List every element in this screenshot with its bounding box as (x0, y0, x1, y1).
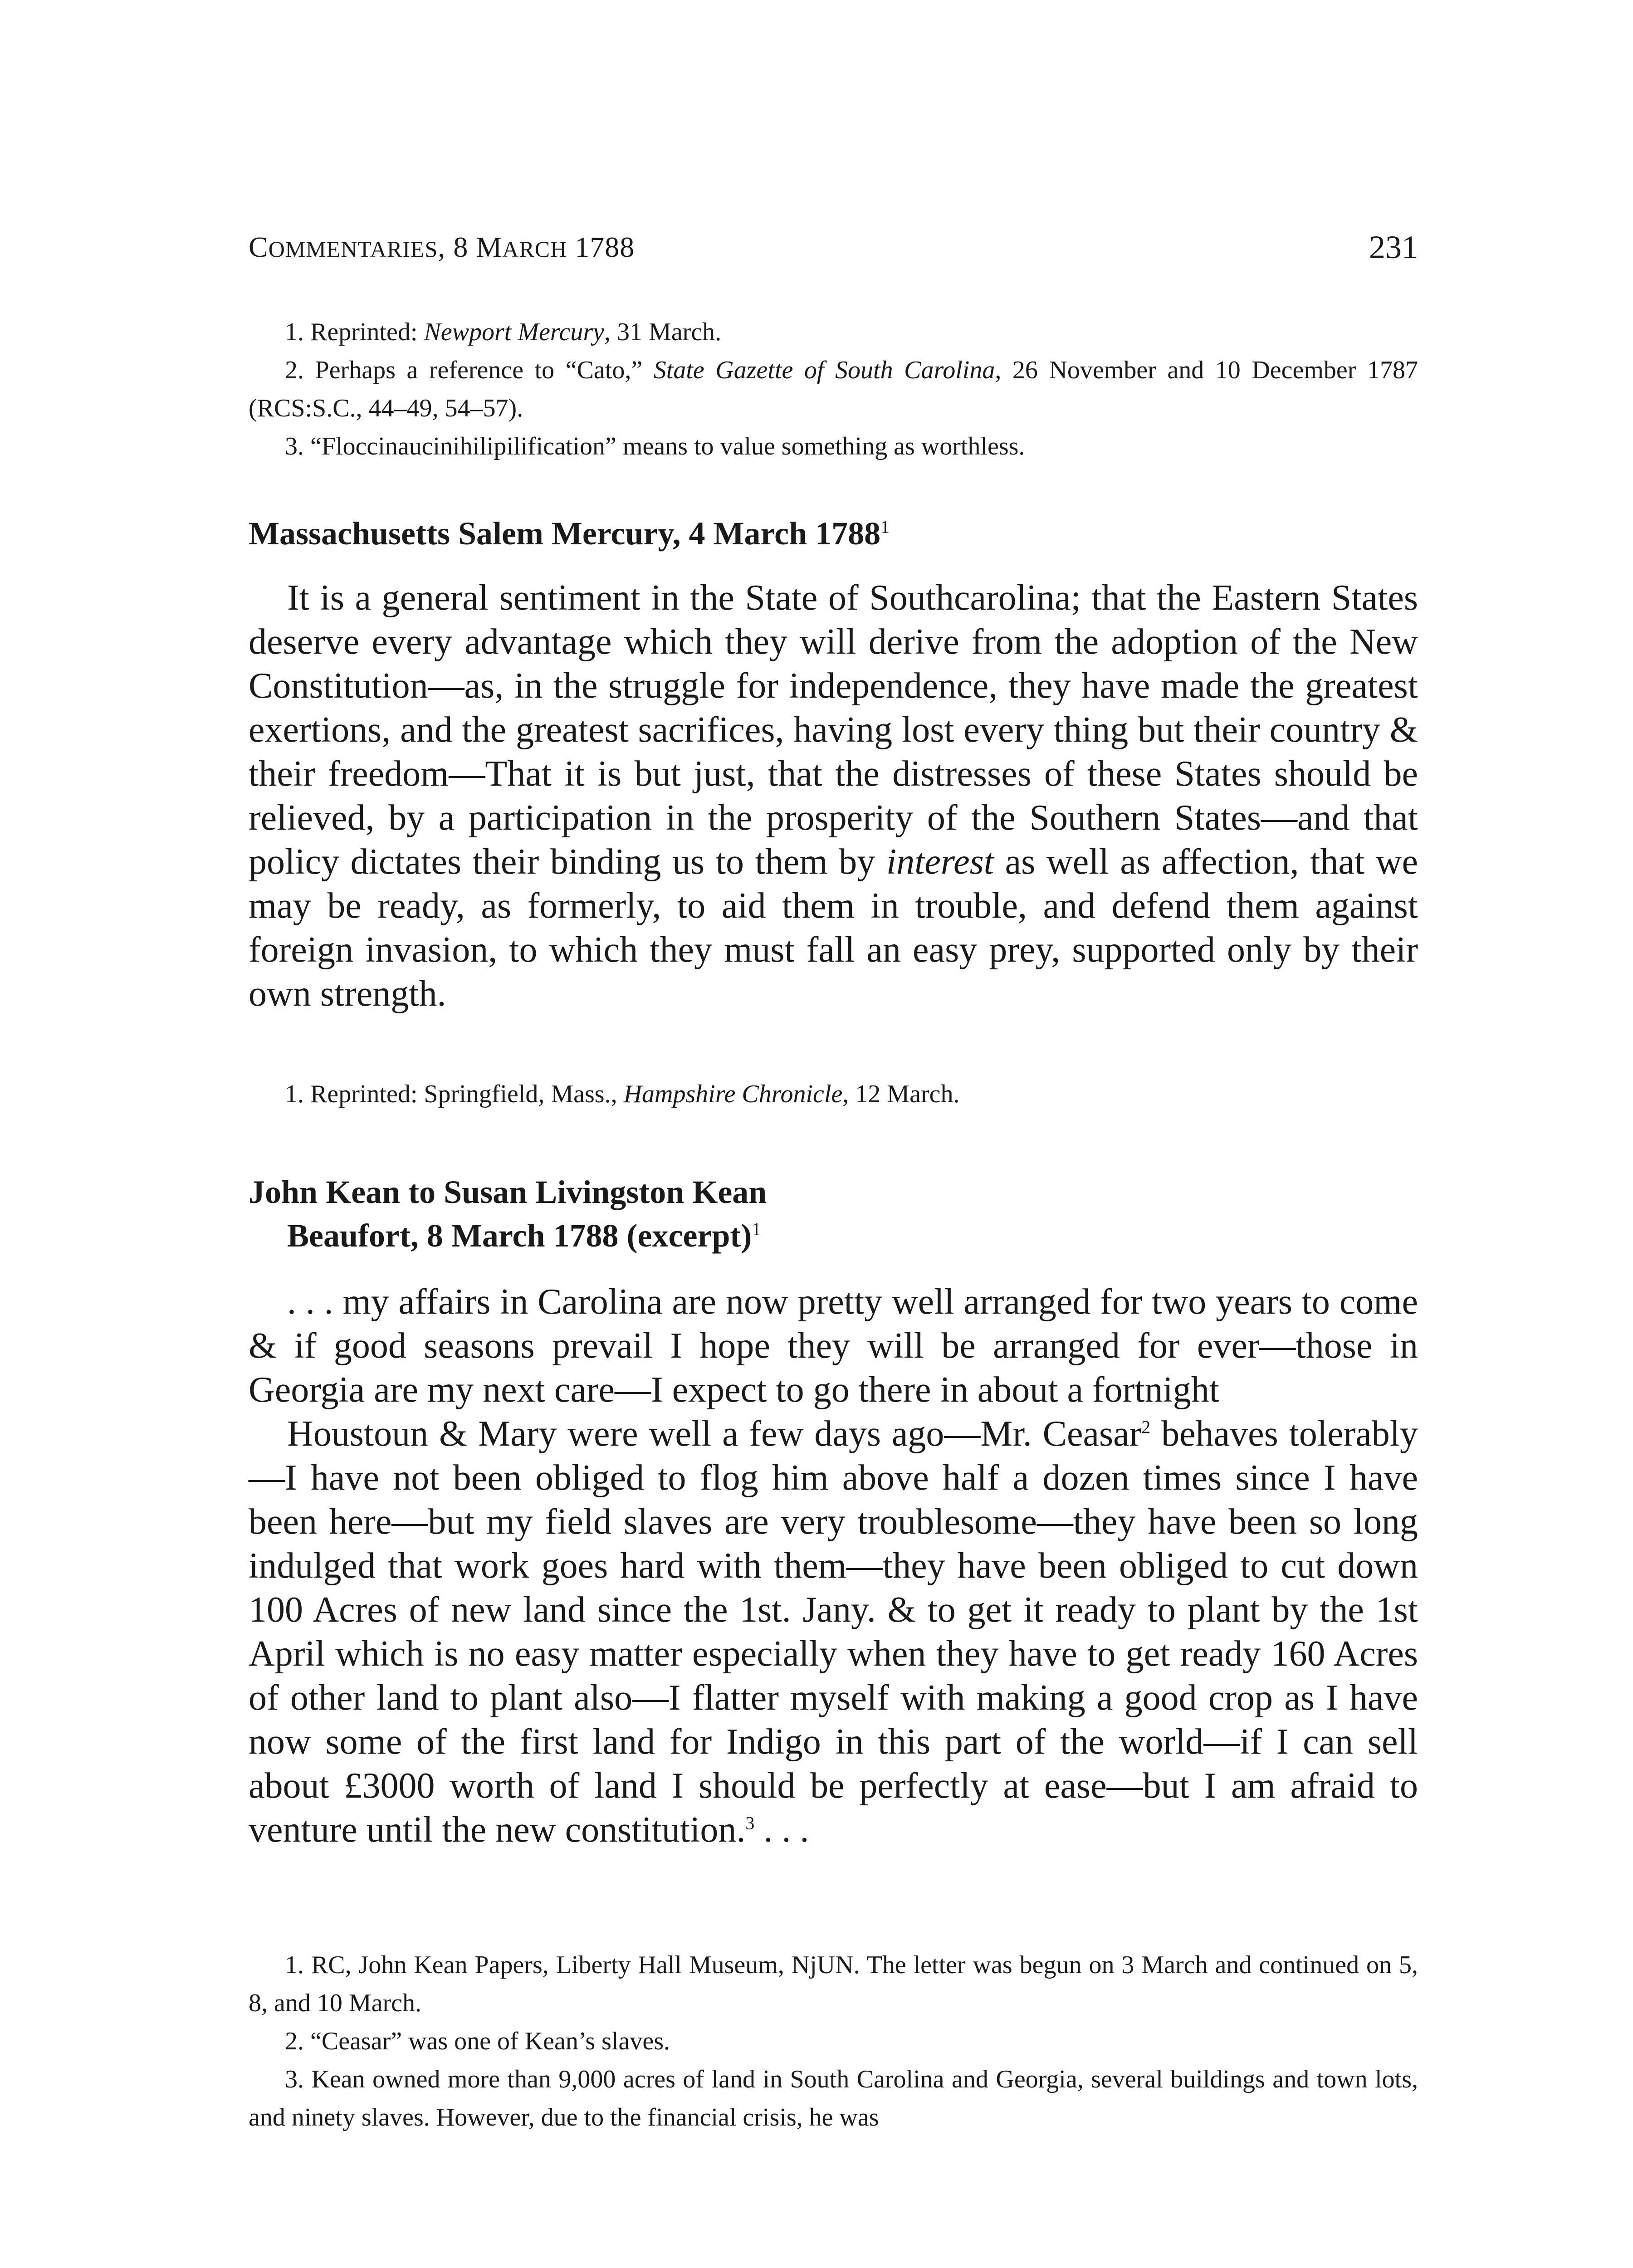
running-head (249, 225, 1418, 270)
footnote-2: 2. “Ceasar” was one of Kean’s slaves. (285, 2027, 670, 2055)
kean-letter-footnotes (249, 1946, 1418, 2136)
top-footnotes (249, 313, 1418, 465)
footnote-2: 2. Perhaps a reference to “Cato,” State Gazette of South Carolina, 26 November and 10 December 1787 (RCS:S.C., 44–49, 54–57). (249, 356, 1418, 422)
footnote-3: 3. Kean owned more than 9,000 acres of land in South Carolina and Georgia, several buildings and town lots, and ninety slaves. However, due to the financial crisis, he was (249, 2065, 1418, 2131)
paragraph: . . . my affairs in Carolina are now pretty well arranged for two years to come & if good seasons prevail I hope they will be arranged for ever—those in Georgia are my next care—I expect to go there in about a fortnight (249, 1282, 1418, 1410)
footnote-1: 1. Reprinted: Springfield, Mass., Hampshire Chronicle, 12 March. (285, 1080, 960, 1108)
footnote-3: 3. “Floccinaucinihilipilification” means to value something as worthless. (285, 432, 1025, 460)
footnote-1: 1. RC, John Kean Papers, Liberty Hall Museum, NjUN. The letter was begun on 3 March and continued on 5, 8, and 10 March. (249, 1951, 1418, 2017)
paragraph: It is a general sentiment in the State of Southcarolina; that the Eastern States deserve every advantage which they will derive from the adoption of the New Constitution—as, in the struggle for independence, they have made the greatest exertions, and the greatest sacrifices, having lost every thing but their country & their freedom—That it is but just, that the distresses of these States should be relieved, by a participation in the prosperity of the Southern States—and that policy dictates their binding us to them by interest as well as affection, that we may be ready, as formerly, to aid them in trouble, and defend them against foreign invasion, to which they must fall an easy prey, supported only by their own strength. (249, 578, 1418, 1014)
salem-mercury-text (249, 576, 1418, 1016)
salem-mercury-footnotes (249, 1075, 1418, 1113)
footnote-1: 1. Reprinted: Newport Mercury, 31 March. (285, 318, 722, 346)
page-number: 231 (1369, 229, 1418, 265)
paragraph: Houstoun & Mary were well a few days ago—Mr. Ceasar$^2$ behaves tolerably—I have not been obliged to flog him above half a dozen times since I have been here—but my field slaves are very troublesome—they have been so long indulged that work goes hard with them—they have been obliged to cut down 100 Acres of new land since the 1st. Jany. & to get it ready to plant by the 1st April which is no easy matter especially when they have to get ready 160 Acres of other land to plant also—I flatter myself with making a good crop as I have now some of the first land for Indigo in this part of the world—if I can sell about £3000 worth of land I should be perfectly at ease—but I am afraid to venture until the new constitution.$^3$ . . . (249, 1414, 1418, 1850)
document-page (249, 0, 1418, 2268)
kean-letter-text (249, 1280, 1418, 1852)
heading-line-1: John Kean to Susan Livingston Kean (249, 1174, 767, 1210)
running-head-title: COMMENTARIES, 8 MARCH 1788 (249, 231, 635, 263)
section-heading-salem-mercury: Massachusetts Salem Mercury, 4 March 1788$^1$ (249, 515, 890, 552)
section-heading-kean-letter (249, 1170, 1418, 1257)
heading-line-2: Beaufort, 8 March 1788 (excerpt)$^1$ (287, 1217, 761, 1254)
